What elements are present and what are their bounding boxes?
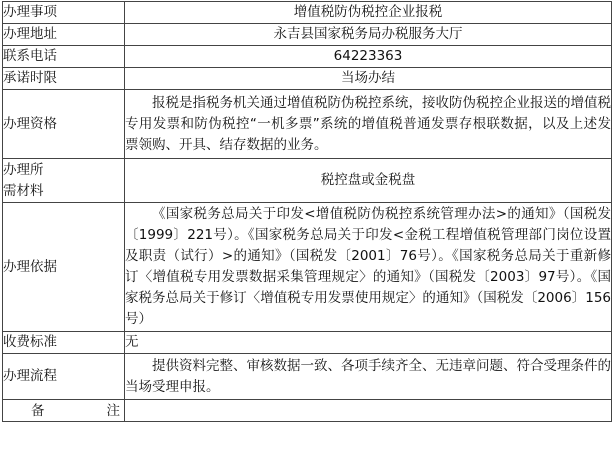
value-qualification-cell [125,90,612,159]
row-qualification [3,90,612,159]
value-time: 当场办结 [125,68,612,90]
label-remarks-part1: 备 [31,403,45,419]
label-time: 承诺时限 [3,68,125,90]
value-basis-cell [125,203,612,332]
label-materials-line1: 办理所 [3,161,44,178]
value-remarks [125,400,612,422]
label-remarks [3,400,125,422]
value-fee: 无 [125,332,612,354]
value-phone: 64223363 [125,46,612,68]
value-materials: 税控盘或金税盘 [125,159,612,203]
service-info-table [2,1,612,422]
row-phone [3,46,612,68]
label-remarks-part2: 注 [106,403,120,419]
value-qualification: 报税是指税务机关通过增值税防伪税控系统，接收防伪税控企业报送的增值税专用发票和防伪税控“一机多票”系统的增值税普通发票存根联数据，以及上述发票领购、开具、结存数据的业务。 [125,94,611,153]
label-phone: 联系电话 [3,46,125,68]
row-time [3,68,612,90]
label-materials-line2: 需材料 [3,182,44,199]
label-process: 办理流程 [3,354,125,400]
value-basis: 《国家税务总局关于印发<增值税防伪税控系统管理办法>的通知》（国税发〔1999〕221号）。《国家税务总局关于印发<金税工程增值税管理部门岗位设置及职责（试行）>的通知》（国税发〔2001〕76号）。《国家税务总局关于重新修订〈增值税专用发票数据采集管理规定〉的通知》（国税发〔2003〕97号）。《国家税务总局关于修订〈增值税专用发票使用规定〉的通知》（国税发〔2006〕156号） [125,206,611,327]
label-materials [3,159,125,203]
row-materials [3,159,612,203]
row-matter [3,2,612,24]
row-address [3,24,612,46]
value-address: 永吉县国家税务局办税服务大厅 [125,24,612,46]
value-matter: 增值税防伪税控企业报税 [125,2,612,24]
label-basis: 办理依据 [3,203,125,332]
row-process [3,354,612,400]
label-fee: 收费标准 [3,332,125,354]
value-process-cell [125,354,612,400]
label-address: 办理地址 [3,24,125,46]
label-matter: 办理事项 [3,2,125,24]
label-qualification: 办理资格 [3,90,125,159]
row-fee [3,332,612,354]
row-remarks [3,400,612,422]
value-process: 提供资料完整、审核数据一致、各项手续齐全、无违章问题、符合受理条件的当场受理申报。 [125,357,611,395]
row-basis [3,203,612,332]
